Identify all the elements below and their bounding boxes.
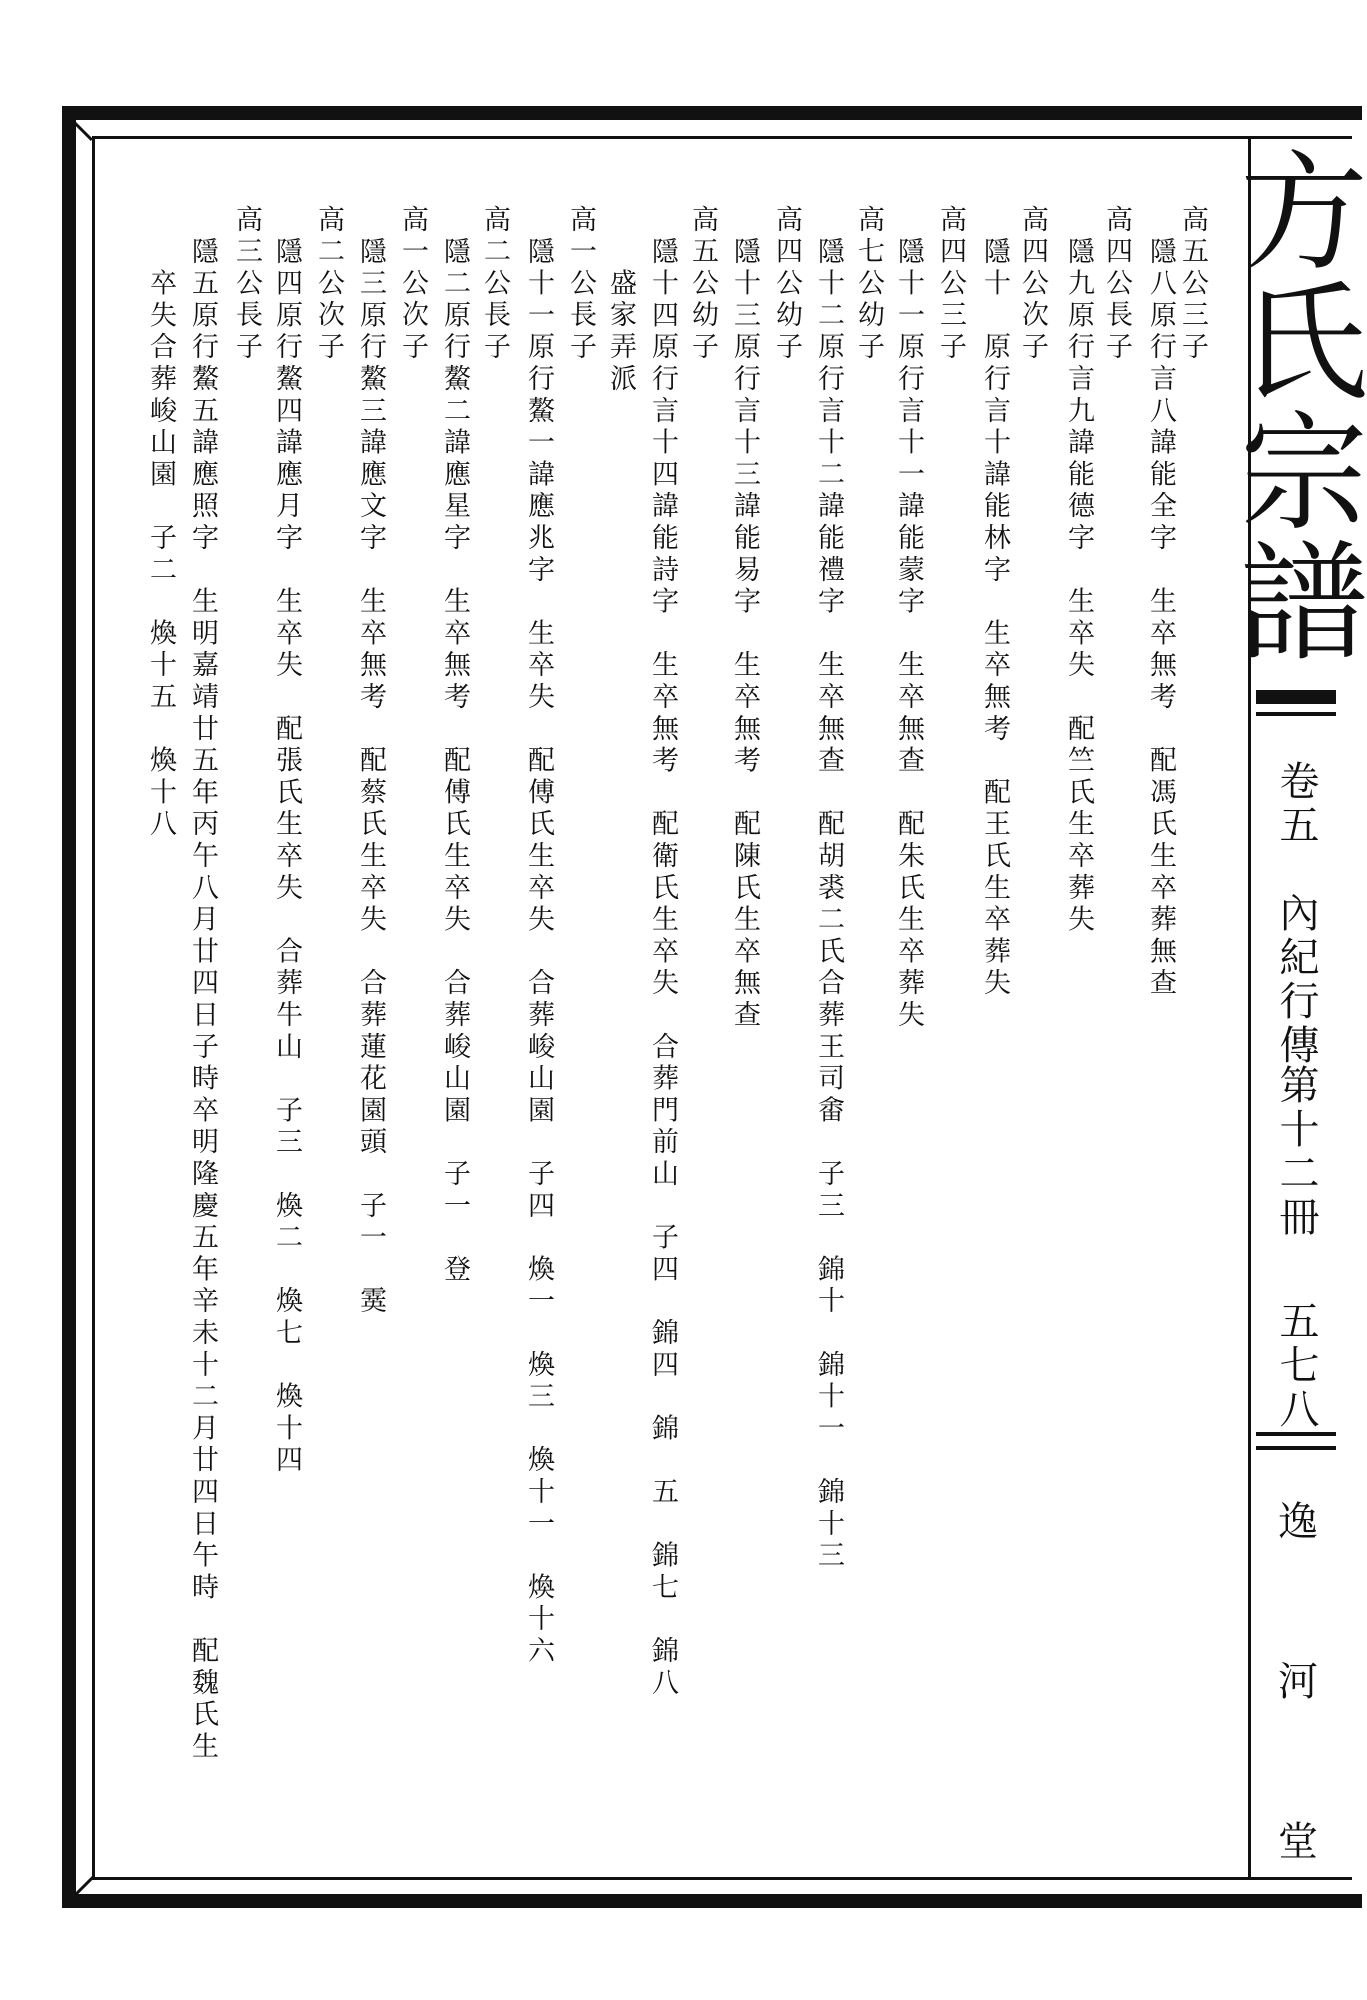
text-column: 高二公長子 <box>479 205 510 364</box>
genealogy-title: 方氏宗譜 <box>1218 145 1367 665</box>
title-bar-upper-thin <box>1256 712 1336 716</box>
section-label: 內紀行傳 <box>1273 892 1319 1068</box>
page-number: 五七八 <box>1273 1300 1319 1432</box>
text-column: 盛家弄派 <box>605 205 636 396</box>
text-column: 隱十 原行言十諱能林字 生卒無考 配王氏生卒葬失 <box>979 237 1010 1001</box>
volume-label: 卷五 <box>1273 760 1319 848</box>
hall-name-char-3: 堂 <box>1278 1819 1318 1865</box>
text-column: 隱十一原行鰲一諱應兆字 生卒失 配傅氏生卒失 合葬峻山園 子四 煥一 煥三 煥十一 煥十六 <box>523 237 554 1668</box>
text-column: 高四公幼子 <box>771 205 802 364</box>
text-column: 隱二原行鰲二諱應星字 生卒無考 配傅氏生卒失 合葬峻山園 子一 登 <box>439 237 470 1287</box>
text-column: 高四公三子 <box>935 205 966 364</box>
text-column: 隱十三原行言十三諱能易字 生卒無考 配陳氏生卒無查 <box>729 237 760 1032</box>
text-column: 隱十一原行言十一諱能蒙字 生卒無查 配朱氏生卒葬失 <box>893 237 924 1032</box>
text-column: 高三公長子 <box>231 205 262 364</box>
text-column: 高四公長子 <box>1101 205 1132 364</box>
text-column: 隱十二原行言十二諱能禮字 生卒無查 配胡裘二氏合葬王司畬 子三 錦十 錦十一 錦十三 <box>813 237 844 1573</box>
text-column: 隱五原行鰲五諱應照字 生明嘉靖廿五年丙午八月廿四日子時卒明隆慶五年辛未十二月廿四日午時 配魏氏生 <box>187 237 218 1764</box>
text-column: 高五公三子 <box>1177 205 1208 364</box>
book-label: 第十二冊 <box>1273 1064 1319 1240</box>
text-column: 隱四原行鰲四諱應月字 生卒失 配張氏生卒失 合葬牛山 子三 煥二 煥七 煥十四 <box>271 237 302 1478</box>
text-column: 高五公幼子 <box>687 205 718 364</box>
text-column: 隱九原行言九諱能德字 生卒失 配竺氏生卒葬失 <box>1063 237 1094 937</box>
title-bar-upper <box>1256 690 1336 704</box>
title-bar-lower-thin-2 <box>1256 1446 1336 1450</box>
text-column: 高七公幼子 <box>853 205 884 364</box>
title-bar-lower-thin-1 <box>1256 1432 1336 1436</box>
text-column: 高二公次子 <box>313 205 344 364</box>
text-column: 隱八原行言八諱能全字 生卒無考 配馮氏生卒葬無查 <box>1145 237 1176 1001</box>
text-column: 卒失合葬峻山園 子二 煥十五 煥十八 <box>145 237 176 842</box>
text-column: 高一公長子 <box>565 205 596 364</box>
text-column: 隱三原行鰲三諱應文字 生卒無考 配蔡氏生卒失 合葬蓮花園頭 子一 霙 <box>355 237 386 1319</box>
text-column: 高一公次子 <box>397 205 428 364</box>
hall-name-char-2: 河 <box>1278 1659 1318 1705</box>
hall-name-char-1: 逸 <box>1278 1499 1318 1545</box>
text-column: 高四公次子 <box>1017 205 1048 364</box>
text-column: 隱十四原行言十四諱能詩字 生卒無考 配衛氏生卒失 合葬門前山 子四 錦四 錦 五 錦七 錦八 <box>647 237 678 1700</box>
